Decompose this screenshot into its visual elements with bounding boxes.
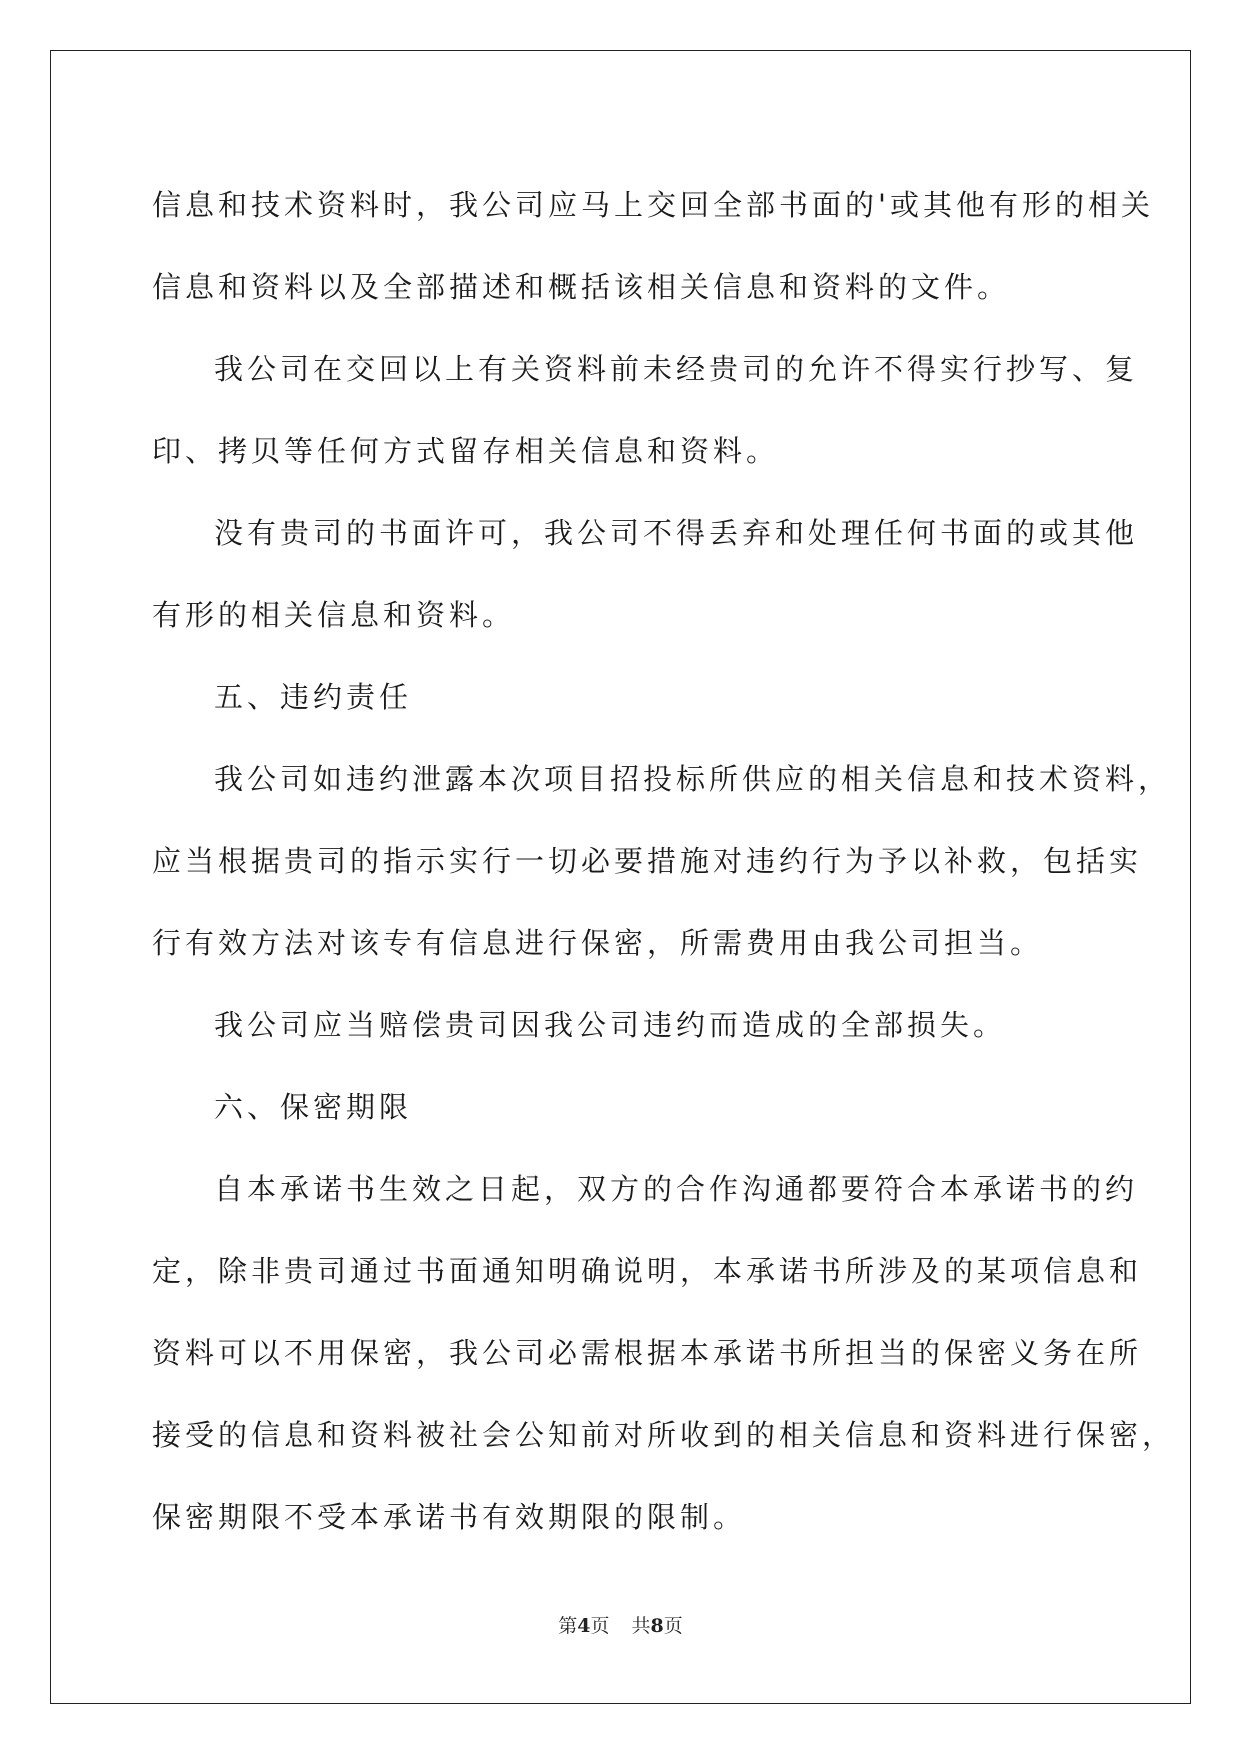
footer-page-suffix: 页 xyxy=(590,1615,610,1637)
document-body xyxy=(152,164,1176,1558)
text-line-11: 我公司应当赔偿贵司因我公司违约而造成的全部损失。 xyxy=(214,1008,1007,1042)
text-line-2: 信息和资料以及全部描述和概括该相关信息和资料的文件。 xyxy=(152,270,1011,304)
footer-page-number: 4 xyxy=(577,1615,591,1637)
text-line-10: 行有效方法对该专有信息进行保密，所需费用由我公司担当。 xyxy=(152,926,1044,960)
text-line-16: 接受的信息和资料被社会公知前对所收到的相关信息和资料进行保密， xyxy=(152,1418,1176,1452)
text-line-1: 信息和技术资料时，我公司应马上交回全部书面的'或其他有形的相关 xyxy=(152,188,1154,222)
text-line-5: 没有贵司的书面许可，我公司不得丢弃和处理任何书面的或其他 xyxy=(214,516,1139,550)
text-line-6: 有形的相关信息和资料。 xyxy=(152,598,516,632)
text-line-14: 定，除非贵司通过书面通知明确说明，本承诺书所涉及的某项信息和 xyxy=(152,1254,1143,1288)
text-line-9: 应当根据贵司的指示实行一切必要措施对违约行为予以补救，包括实 xyxy=(152,844,1143,878)
footer-prefix: 第 xyxy=(558,1615,578,1637)
text-line-15: 资料可以不用保密，我公司必需根据本承诺书所担当的保密义务在所 xyxy=(152,1336,1143,1370)
text-line-8: 我公司如违约泄露本次项目招投标所供应的相关信息和技术资料， xyxy=(214,762,1172,796)
section-heading-period: 六、保密期限 xyxy=(214,1090,413,1124)
footer-total-pages: 8 xyxy=(650,1615,664,1637)
text-line-17: 保密期限不受本承诺书有效期限的限制。 xyxy=(152,1500,747,1534)
page-footer xyxy=(0,1611,1241,1638)
text-line-4: 印、拷贝等任何方式留存相关信息和资料。 xyxy=(152,434,780,468)
text-line-3: 我公司在交回以上有关资料前未经贵司的允许不得实行抄写、复 xyxy=(214,352,1139,386)
text-line-13: 自本承诺书生效之日起，双方的合作沟通都要符合本承诺书的约 xyxy=(214,1172,1139,1206)
footer-total-prefix: 共 xyxy=(631,1615,651,1637)
footer-total-suffix: 页 xyxy=(663,1615,683,1637)
section-heading-breach: 五、违约责任 xyxy=(214,680,413,714)
